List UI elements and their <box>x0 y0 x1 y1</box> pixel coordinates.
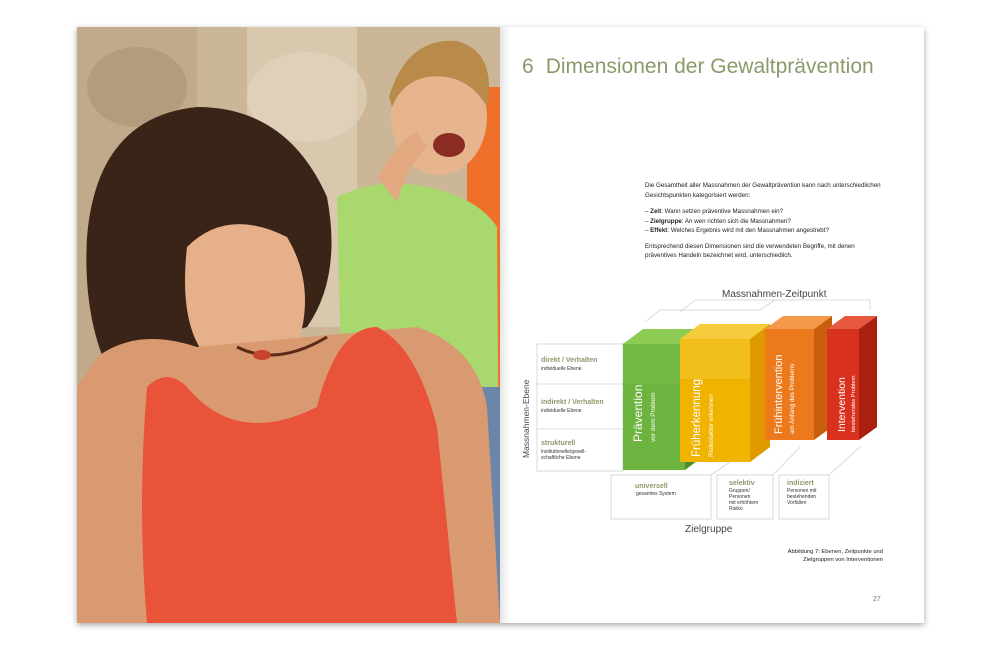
target-title: selektiv <box>729 480 755 487</box>
level-strukturell <box>541 440 586 461</box>
caption-line-1: Abbildung 7: Ebenen, Zeitpunkte und <box>787 549 883 555</box>
block-intervention <box>827 316 877 440</box>
target-universell <box>635 483 676 497</box>
block-frueherkennung <box>680 324 770 462</box>
intro-text <box>645 181 883 268</box>
bullet-key: Zielgruppe <box>650 217 682 225</box>
bullet-text: : An wen richten sich die Massnahmen? <box>681 217 791 225</box>
level-indirekt <box>541 399 604 414</box>
bullet-key: Zeit <box>650 208 662 215</box>
top-axis-label: Massnahmen-Zeitpunkt <box>722 289 827 300</box>
chapter-number: 6 <box>522 55 534 78</box>
level-sub: schaftliche Ebene <box>541 455 581 461</box>
photo-page <box>77 27 500 623</box>
target-sub: Risiko <box>729 506 743 512</box>
bullet-text: : Welches Ergebnis wird mit den Massnahmen angestrebt? <box>667 227 829 234</box>
page-number: 27 <box>873 596 881 603</box>
block-sub: bestehendes Problem <box>851 375 857 432</box>
block-sub: Risikofaktor erkennen <box>708 394 715 457</box>
figure-caption <box>735 548 883 564</box>
target-title: indiziert <box>787 480 814 487</box>
block-title: Früherkennung <box>691 379 703 457</box>
target-indiziert <box>787 480 817 506</box>
page-gutter-shadow <box>500 27 510 623</box>
timepoint-header-boxes <box>645 300 870 322</box>
left-axis-label: Massnahmen-Ebene <box>521 379 531 458</box>
target-title: universell <box>635 483 668 490</box>
level-title: strukturell <box>541 440 576 447</box>
intro-paragraph-1: Die Gesamtheit aller Massnahmen der Gewaltprävention kann nach unterschiedlichen Gesichtspunkten kategorisiert werden: <box>645 182 881 199</box>
target-sub: Personen <box>729 494 751 500</box>
target-sub: bestehenden <box>787 494 816 500</box>
target-sub: Vorfällen <box>787 500 807 506</box>
intro-bullet: – Zeit: Wann setzen präventive Massnahmen ein? <box>645 208 784 215</box>
prevention-diagram <box>515 282 895 542</box>
bullet-text: : Wann setzen präventive Massnahmen ein? <box>661 208 784 215</box>
intro-bullet: – Zielgruppe: An wen richten sich die Massnahmen? <box>645 217 791 225</box>
block-sub: am Anfang des Problems <box>789 363 796 434</box>
chapter-title-text: Dimensionen der Gewaltprävention <box>545 55 874 78</box>
target-sub: mit erhöhtem <box>729 500 759 506</box>
block-fruehintervention <box>765 316 832 440</box>
level-direkt <box>541 357 597 372</box>
caption-line-2: Zielgruppen von Interventionen <box>803 557 883 563</box>
level-sub: individuelle Ebene <box>541 408 582 414</box>
level-title: indirekt / Verhalten <box>541 399 604 406</box>
target-sub: gesamtes System <box>636 491 676 497</box>
chapter-title <box>522 55 874 79</box>
level-sub: individuelle Ebene <box>541 366 582 372</box>
target-selektiv <box>729 480 758 512</box>
level-title: direkt / Verhalten <box>541 357 598 364</box>
bullet-key: Effekt <box>650 227 668 234</box>
bottom-axis-label: Zielgruppe <box>685 524 733 535</box>
photo-illustration <box>77 27 500 623</box>
block-title: Intervention <box>836 377 848 432</box>
block-title: Frühintervention <box>773 354 785 434</box>
intro-paragraph-2: Entsprechend diesen Dimensionen sind die verwendeten Begriffe, mit denen präventives Handeln bezeichnet wird, unterschiedlich. <box>645 242 855 259</box>
target-sub: Gruppen/ <box>729 488 750 494</box>
level-sub: institutionelle/gesell- <box>541 449 587 455</box>
intro-bullet: – Effekt: Welches Ergebnis wird mit den Massnahmen angestrebt? <box>645 227 829 234</box>
target-sub: Personen mit <box>787 488 817 494</box>
block-sub: vor dem Problem <box>650 392 657 442</box>
intro-bullet-list <box>645 207 883 236</box>
block-title: Prävention <box>631 384 645 442</box>
